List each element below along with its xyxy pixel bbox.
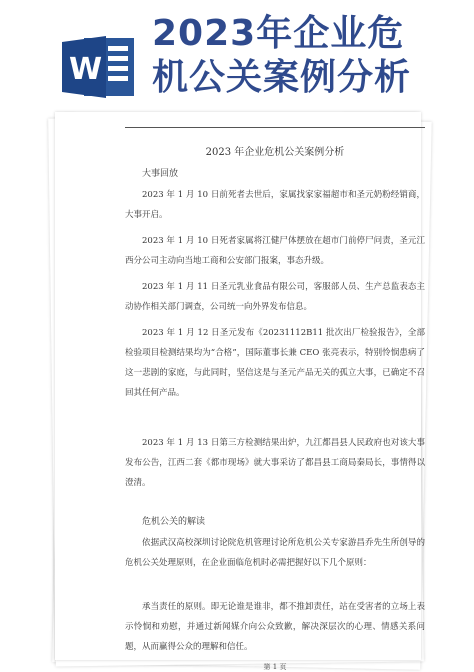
header-rule [125, 127, 425, 128]
paper-sheet-front [55, 112, 425, 671]
paragraph-jan12: 2023 年 1 月 12 日圣元发布《20231112B11 批次出厂检验报告》，全部检验项目检测结果均为“合格”，国际董事长兼 CEO 张亮表示，特别怜悯患病了这一悲剧的家庭，与此同时，坚信这是与圣元产品无关的孤立大事，已确定不召回其任何产品。 [125, 328, 425, 398]
paragraph-jan10-a: 2023 年 1 月 10 日前死者去世后，家属找家家福超市和圣元奶粉经销商，大事开启。 [125, 190, 425, 220]
banner-title-line2: 机公关案例分析 [152, 57, 412, 98]
document-title: 2023 年企业危机公关案例分析 [205, 147, 345, 158]
paragraph-jan13: 2023 年 1 月 13 日第三方检测结果出炉，九江都昌县人民政府也对该大事发布公告，江西二套《都市现场》就大事采访了都昌县工商局秦局长，事情得以澄清。 [125, 438, 425, 488]
page-number: 第 1 页 [263, 663, 287, 671]
section-heading-analysis: 危机公关的解读 [142, 517, 206, 527]
document-preview [52, 112, 426, 671]
banner-title [152, 12, 452, 100]
paragraph-principles: 依据武汉高校深圳讨论院危机管理讨论所危机公关专家游昌乔先生所创导的危机公关处理原则，在企业面临危机时必需把握好以下几个原则： [125, 538, 425, 568]
section-heading-events: 大事回放 [142, 169, 179, 179]
banner [0, 0, 474, 112]
paragraph-jan11: 2023 年 1 月 11 日圣元乳业食品有限公司，客服部人员、生产总监表态主动协作相关部门调查，公司统一向外界发布信息。 [125, 282, 425, 312]
word-document-icon [62, 36, 136, 98]
banner-title-line1: 2023年企业危 [152, 13, 405, 54]
paragraph-responsibility: 承当责任的原则。即无论谁是谁非，都不推卸责任，站在受害者的立场上表示怜悯和劝慰，并通过新闻媒介向公众致歉，解决深层次的心理、情感关系问题，从而赢得公众的理解和信任。 [125, 602, 425, 652]
svg-text:W: W [69, 52, 103, 87]
paragraph-jan10-b: 2023 年 1 月 10 日死者家属将江健尸体摆放在超市门前停尸问责，圣元江西分公司主动向当地工商和公安部门报案，事态升级。 [125, 236, 425, 266]
